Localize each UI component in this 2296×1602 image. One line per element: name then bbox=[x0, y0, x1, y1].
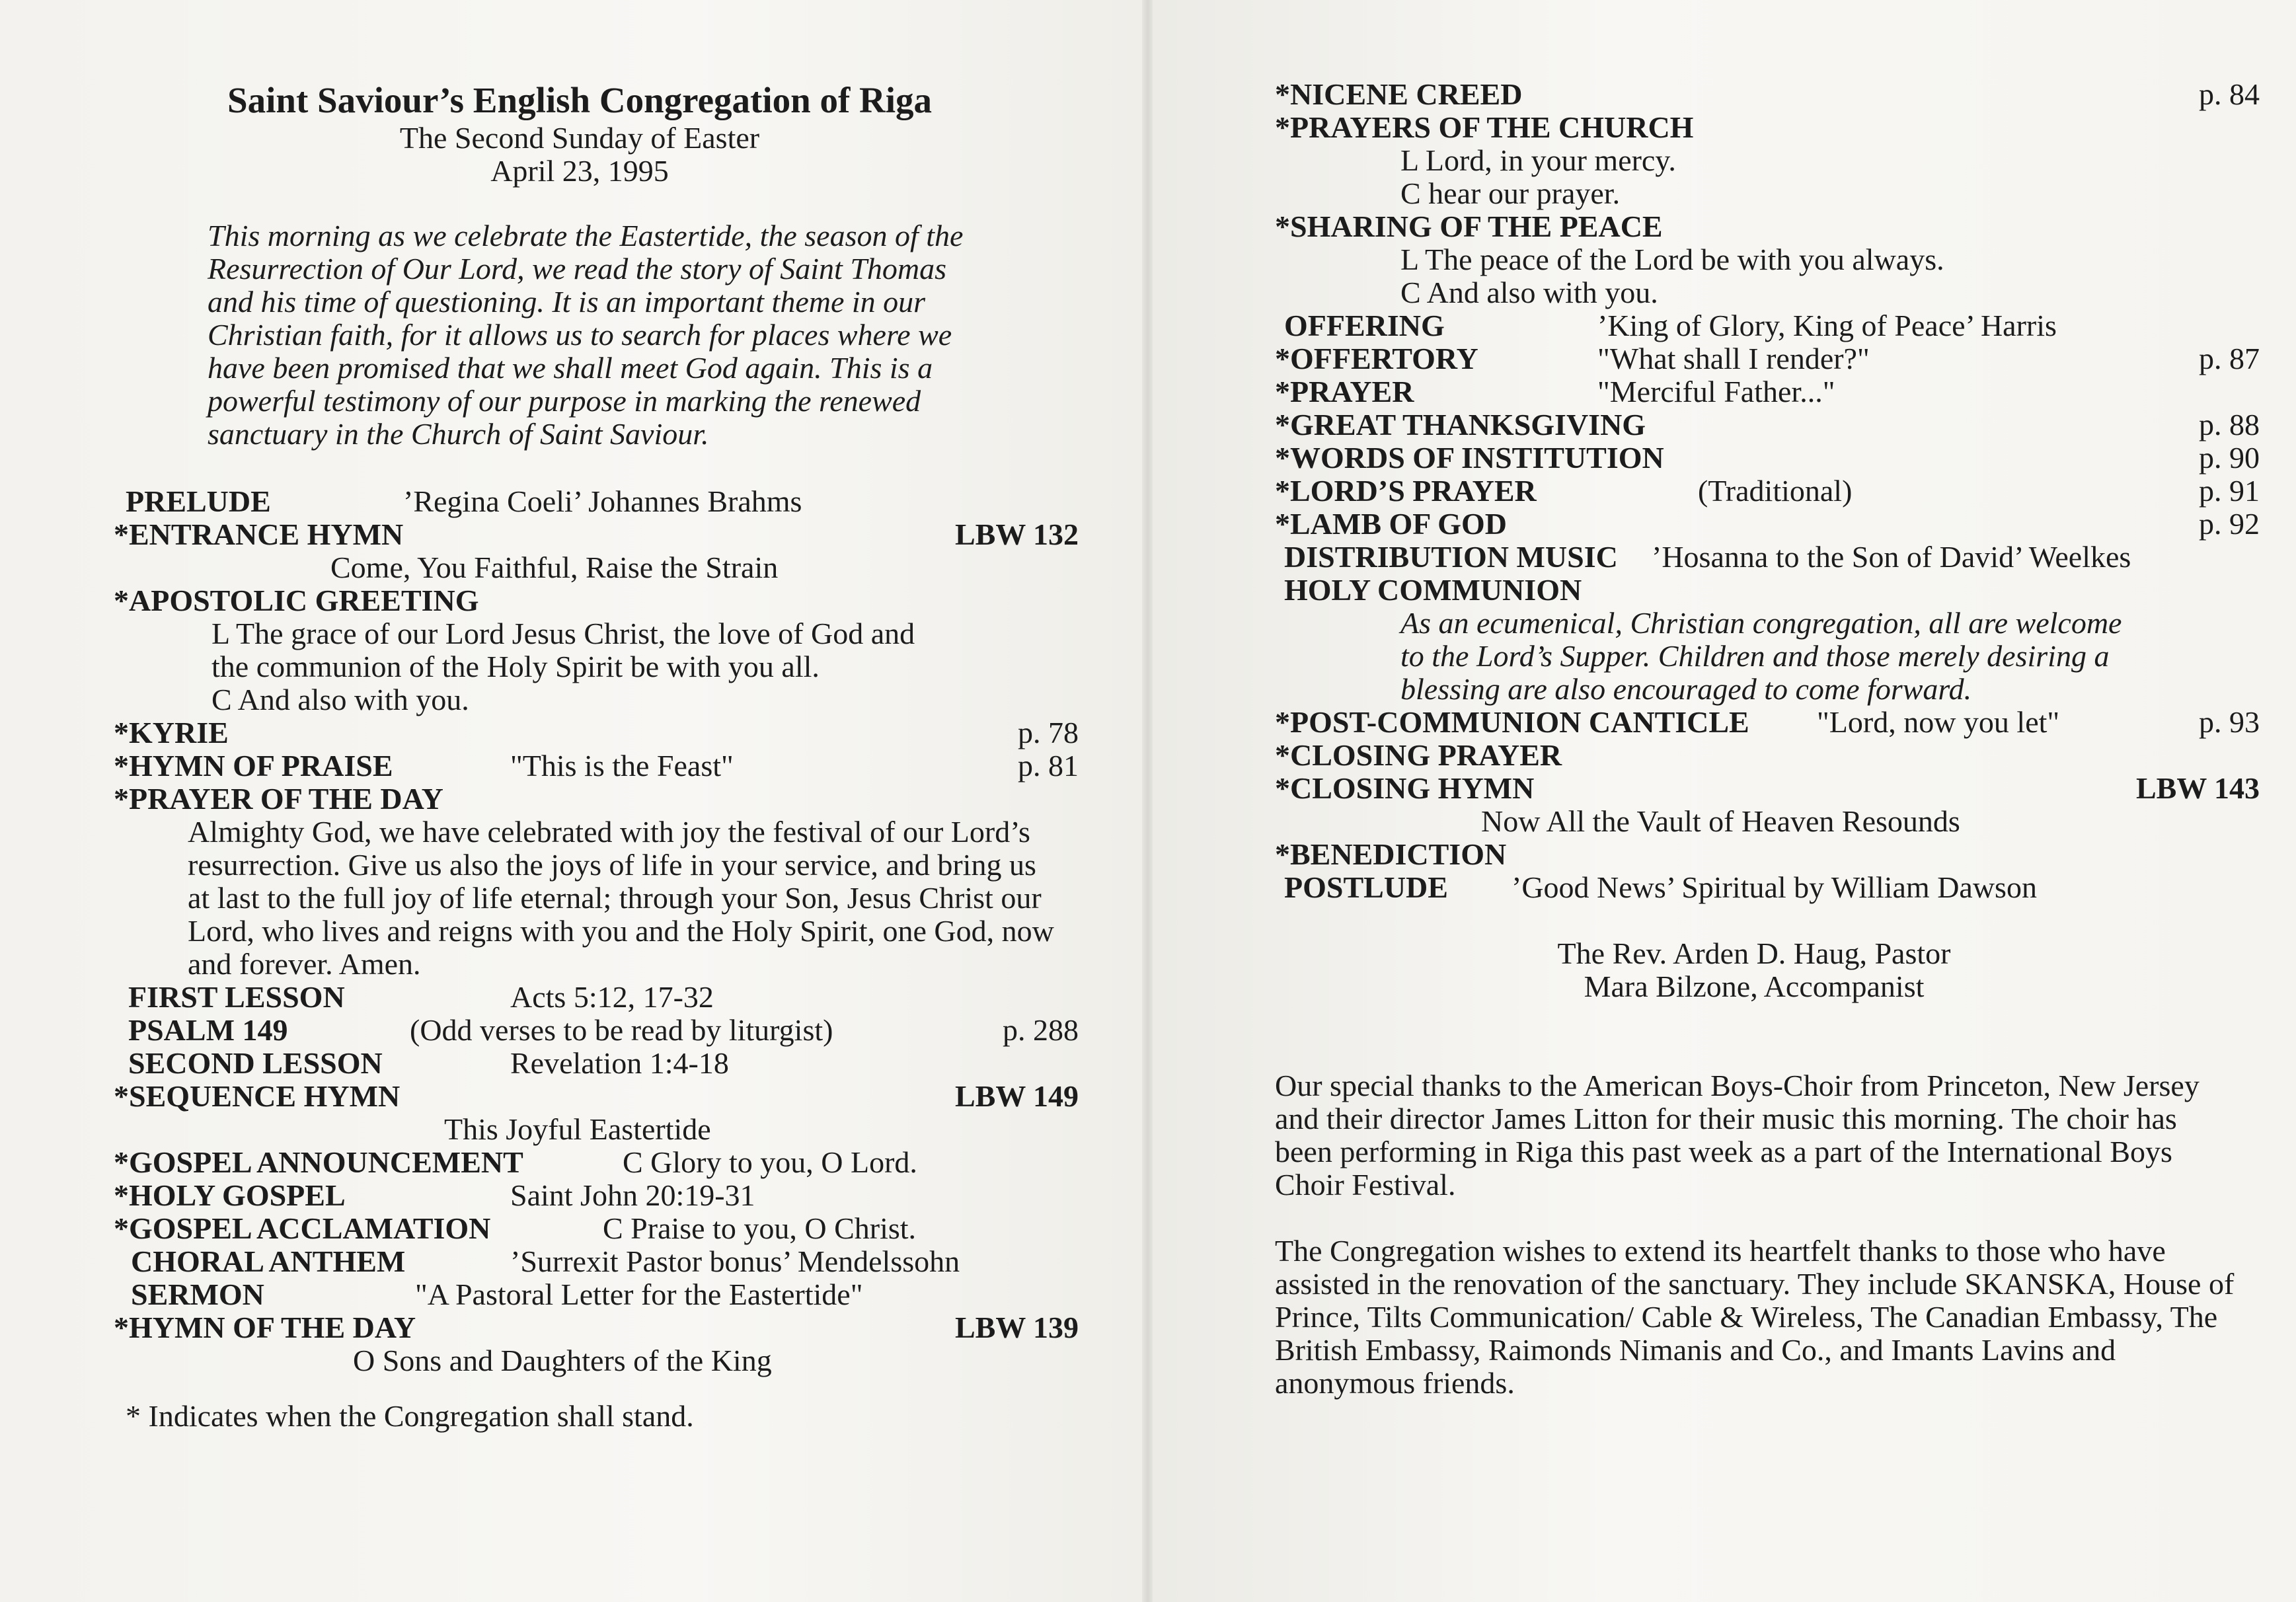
offertory-text: "What shall I render?" bbox=[1597, 342, 1870, 375]
benediction-label: *BENEDICTION bbox=[1275, 837, 1507, 871]
postlude-label: POSTLUDE bbox=[1284, 870, 1448, 904]
gospel-acclamation-label: *GOSPEL ACCLAMATION bbox=[114, 1211, 491, 1245]
greeting-line bbox=[114, 617, 1079, 650]
psalm-ref: p. 288 bbox=[1003, 1013, 1079, 1047]
entrance-hymn-label: *ENTRANCE HYMN bbox=[114, 517, 404, 551]
prayers-line-2: C hear our prayer. bbox=[1400, 176, 1621, 210]
holy-gospel-row bbox=[114, 1179, 1079, 1212]
institution-row bbox=[1275, 441, 2260, 475]
offertory-row bbox=[1275, 342, 2260, 375]
entrance-hymn-ref: LBW 132 bbox=[954, 517, 1079, 551]
holy-gospel-text: Saint John 20:19-31 bbox=[510, 1178, 755, 1212]
post-communion-label: *POST-COMMUNION CANTICLE bbox=[1275, 705, 1749, 739]
hymn-of-day-label: *HYMN OF THE DAY bbox=[114, 1311, 416, 1344]
hymn-of-day-title-row bbox=[114, 1344, 1079, 1377]
psalm-row bbox=[114, 1014, 1079, 1047]
closing-hymn-ref: LBW 143 bbox=[2135, 771, 2260, 805]
sequence-hymn-title: This Joyful Eastertide bbox=[444, 1112, 711, 1146]
hymn-of-day-title: O Sons and Daughters of the King bbox=[353, 1344, 772, 1377]
second-lesson-text: Revelation 1:4-18 bbox=[510, 1046, 729, 1080]
closing-prayer-row bbox=[1275, 739, 2260, 772]
offertory-ref: p. 87 bbox=[2199, 342, 2260, 375]
hymn-of-day-ref: LBW 139 bbox=[954, 1311, 1079, 1344]
institution-ref: p. 90 bbox=[2199, 441, 2260, 475]
entrance-hymn-row bbox=[114, 518, 1079, 551]
institution-label: *WORDS OF INSTITUTION bbox=[1275, 441, 1664, 475]
sharing-peace-row bbox=[1275, 210, 2260, 243]
kyrie-ref: p. 78 bbox=[1018, 716, 1079, 749]
footnote: * Indicates when the Congregation shall stand. bbox=[126, 1399, 694, 1433]
apostolic-greeting-row bbox=[114, 584, 1079, 617]
pastor-line: The Rev. Arden D. Haug, Pastor bbox=[1557, 936, 1951, 970]
prelude-label: PRELUDE bbox=[126, 484, 271, 518]
lords-prayer-text: (Traditional) bbox=[1698, 474, 1853, 508]
sequence-hymn-ref: LBW 149 bbox=[954, 1079, 1079, 1113]
psalm-label: PSALM 149 bbox=[128, 1013, 288, 1047]
entrance-hymn-title: Come, You Faithful, Raise the Strain bbox=[330, 551, 779, 584]
gospel-announcement-label: *GOSPEL ANNOUNCEMENT bbox=[114, 1145, 523, 1179]
nicene-creed-ref: p. 84 bbox=[2199, 77, 2260, 111]
prayer-of-day-label: *PRAYER OF THE DAY bbox=[114, 782, 443, 816]
distribution-label: DISTRIBUTION MUSIC bbox=[1284, 540, 1618, 574]
prayer-of-day-row bbox=[114, 782, 1079, 816]
right-column bbox=[1275, 78, 2260, 1400]
communion-row bbox=[1275, 574, 2260, 607]
choral-anthem-label: CHORAL ANTHEM bbox=[131, 1244, 406, 1278]
post-communion-ref: p. 93 bbox=[2199, 705, 2260, 739]
nicene-creed-label: *NICENE CREED bbox=[1275, 77, 1523, 111]
choral-anthem-text: ’Surrexit Pastor bonus’ Mendelssohn bbox=[510, 1244, 960, 1278]
sequence-hymn-row bbox=[114, 1080, 1079, 1113]
bulletin-date: April 23, 1995 bbox=[490, 154, 669, 188]
kyrie-row bbox=[114, 716, 1079, 749]
greeting-line-3: C And also with you. bbox=[211, 683, 469, 716]
sequence-hymn-title-row bbox=[114, 1113, 1079, 1146]
first-lesson-row bbox=[114, 981, 1079, 1014]
postlude-row bbox=[1275, 871, 2260, 904]
left-page bbox=[0, 0, 1143, 1602]
prayer-of-day-text: Almighty God, we have celebrated with joy the festival of our Lord’s resurrection. Give us also the joys of life in your service, and bring us at last to the full joy of life eternal; through your Son, Jesus Christ our Lord, who lives and reigns with you and the Holy Spirit, one God, now and forever. Amen. bbox=[188, 815, 1054, 981]
accompanist-line: Mara Bilzone, Accompanist bbox=[1584, 970, 1925, 1003]
second-lesson-row bbox=[114, 1047, 1079, 1080]
offering-text: ’King of Glory, King of Peace’ Harris bbox=[1597, 309, 2057, 342]
peace-line bbox=[1275, 276, 2260, 309]
thanks-renovation-paragraph: The Congregation wishes to extend its heartfelt thanks to those who have assisted in the renovation of the sanctuary. They include SKANSKA, House of Prince, Tilts Communication/ Cable & Wireless, The Canadian Embassy, The British Embassy, Raimonds Nimanis and Co., and Imants Lavins and anonymous friends. bbox=[1275, 1234, 2235, 1400]
post-communion-text: "Lord, now you let" bbox=[1817, 705, 2060, 739]
thanksgiving-row bbox=[1275, 408, 2260, 441]
right-page bbox=[1153, 0, 2296, 1602]
offering-label: OFFERING bbox=[1284, 309, 1445, 342]
closing-hymn-row bbox=[1275, 772, 2260, 805]
holy-gospel-label: *HOLY GOSPEL bbox=[114, 1178, 346, 1212]
lamb-ref: p. 92 bbox=[2199, 507, 2260, 541]
left-column bbox=[114, 79, 1079, 1433]
entrance-hymn-title-row bbox=[114, 551, 1079, 584]
hymn-of-praise-text: "This is the Feast" bbox=[510, 749, 734, 782]
sharing-peace-label: *SHARING OF THE PEACE bbox=[1275, 210, 1663, 243]
prelude-text: ’Regina Coeli’ Johannes Brahms bbox=[403, 484, 802, 518]
closing-hymn-title: Now All the Vault of Heaven Resounds bbox=[1481, 804, 1960, 838]
gospel-announcement-row bbox=[114, 1146, 1079, 1179]
prayers-line-1: L Lord, in your mercy. bbox=[1400, 143, 1676, 177]
sermon-text: "A Pastoral Letter for the Eastertide" bbox=[415, 1278, 863, 1311]
hymn-of-praise-ref: p. 81 bbox=[1018, 749, 1079, 782]
postlude-text: ’Good News’ Spiritual by William Dawson bbox=[1512, 870, 2037, 904]
intro-paragraph: This morning as we celebrate the Eastertide, the season of the Resurrection of Our Lord, we read the story of Saint Thomas and his time of questioning. It is an important theme in our Christian faith, for it allows us to search for places where we have been promised that we shall meet God again. This is a powerful testimony of our purpose in marking the renewed sanctuary in the Church of Saint Saviour. bbox=[208, 219, 964, 451]
hymn-of-day-row bbox=[114, 1311, 1079, 1344]
distribution-row bbox=[1275, 541, 2260, 574]
peace-line-2: C And also with you. bbox=[1400, 276, 1658, 309]
prayers-line bbox=[1275, 177, 2260, 210]
lords-prayer-ref: p. 91 bbox=[2199, 474, 2260, 508]
distribution-text: ’Hosanna to the Son of David’ Weelkes bbox=[1652, 540, 2131, 574]
footnote-row bbox=[114, 1400, 1079, 1433]
communion-label: HOLY COMMUNION bbox=[1284, 573, 1582, 607]
lamb-label: *LAMB OF GOD bbox=[1275, 507, 1507, 541]
greeting-line-1: L The grace of our Lord Jesus Christ, the love of God and bbox=[211, 617, 915, 650]
offering-row bbox=[1275, 309, 2260, 342]
greeting-line-2: the communion of the Holy Spirit be with you all. bbox=[211, 650, 820, 683]
hymn-of-praise-row bbox=[114, 749, 1079, 782]
closing-hymn-title-row bbox=[1275, 805, 2260, 838]
sermon-label: SERMON bbox=[131, 1278, 264, 1311]
prelude-row bbox=[114, 485, 1079, 518]
closing-prayer-label: *CLOSING PRAYER bbox=[1275, 738, 1562, 772]
apostolic-greeting-label: *APOSTOLIC GREETING bbox=[114, 584, 479, 617]
lords-prayer-label: *LORD’S PRAYER bbox=[1275, 474, 1537, 508]
thanksgiving-ref: p. 88 bbox=[2199, 408, 2260, 441]
gospel-acclamation-row bbox=[114, 1212, 1079, 1245]
peace-line bbox=[1275, 243, 2260, 276]
thanks-choir-paragraph: Our special thanks to the American Boys-Choir from Princeton, New Jersey and their director James Litton for their music this morning. The choir has been performing in Riga this past week as a part of the International Boys Choir Festival. bbox=[1275, 1069, 2200, 1202]
closing-hymn-label: *CLOSING HYMN bbox=[1275, 771, 1535, 805]
prayers-line bbox=[1275, 144, 2260, 177]
kyrie-label: *KYRIE bbox=[114, 716, 229, 749]
greeting-line bbox=[114, 650, 1079, 683]
sermon-row bbox=[114, 1278, 1079, 1311]
thanksgiving-label: *GREAT THANKSGIVING bbox=[1275, 408, 1646, 441]
lords-prayer-row bbox=[1275, 475, 2260, 508]
prayers-church-row bbox=[1275, 111, 2260, 144]
second-lesson-label: SECOND LESSON bbox=[128, 1046, 383, 1080]
bulletin-title: Saint Saviour’s English Congregation of Riga bbox=[227, 80, 933, 120]
post-communion-row bbox=[1275, 706, 2260, 739]
bulletin-subtitle: The Second Sunday of Easter bbox=[399, 121, 760, 155]
gospel-announcement-text: C Glory to you, O Lord. bbox=[623, 1145, 917, 1179]
offertory-label: *OFFERTORY bbox=[1275, 342, 1478, 375]
gospel-acclamation-text: C Praise to you, O Christ. bbox=[603, 1211, 917, 1245]
prayer-text: "Merciful Father..." bbox=[1597, 375, 1835, 408]
first-lesson-label: FIRST LESSON bbox=[128, 980, 345, 1014]
benediction-row bbox=[1275, 838, 2260, 871]
hymn-of-praise-label: *HYMN OF PRAISE bbox=[114, 749, 393, 782]
lamb-row bbox=[1275, 508, 2260, 541]
nicene-creed-row bbox=[1275, 78, 2260, 111]
choral-anthem-row bbox=[114, 1245, 1079, 1278]
prayers-church-label: *PRAYERS OF THE CHURCH bbox=[1275, 110, 1694, 144]
prayer-row bbox=[1275, 375, 2260, 408]
first-lesson-text: Acts 5:12, 17-32 bbox=[510, 980, 714, 1014]
psalm-text: (Odd verses to be read by liturgist) bbox=[410, 1013, 833, 1047]
prayer-label: *PRAYER bbox=[1275, 375, 1414, 408]
greeting-line bbox=[114, 683, 1079, 716]
communion-text: As an ecumenical, Christian congregation, all are welcome to the Lord’s Supper. Children and those merely desiring a blessing are also encouraged to come forward. bbox=[1400, 606, 2122, 706]
peace-line-1: L The peace of the Lord be with you always. bbox=[1400, 243, 1944, 276]
sequence-hymn-label: *SEQUENCE HYMN bbox=[114, 1079, 401, 1113]
